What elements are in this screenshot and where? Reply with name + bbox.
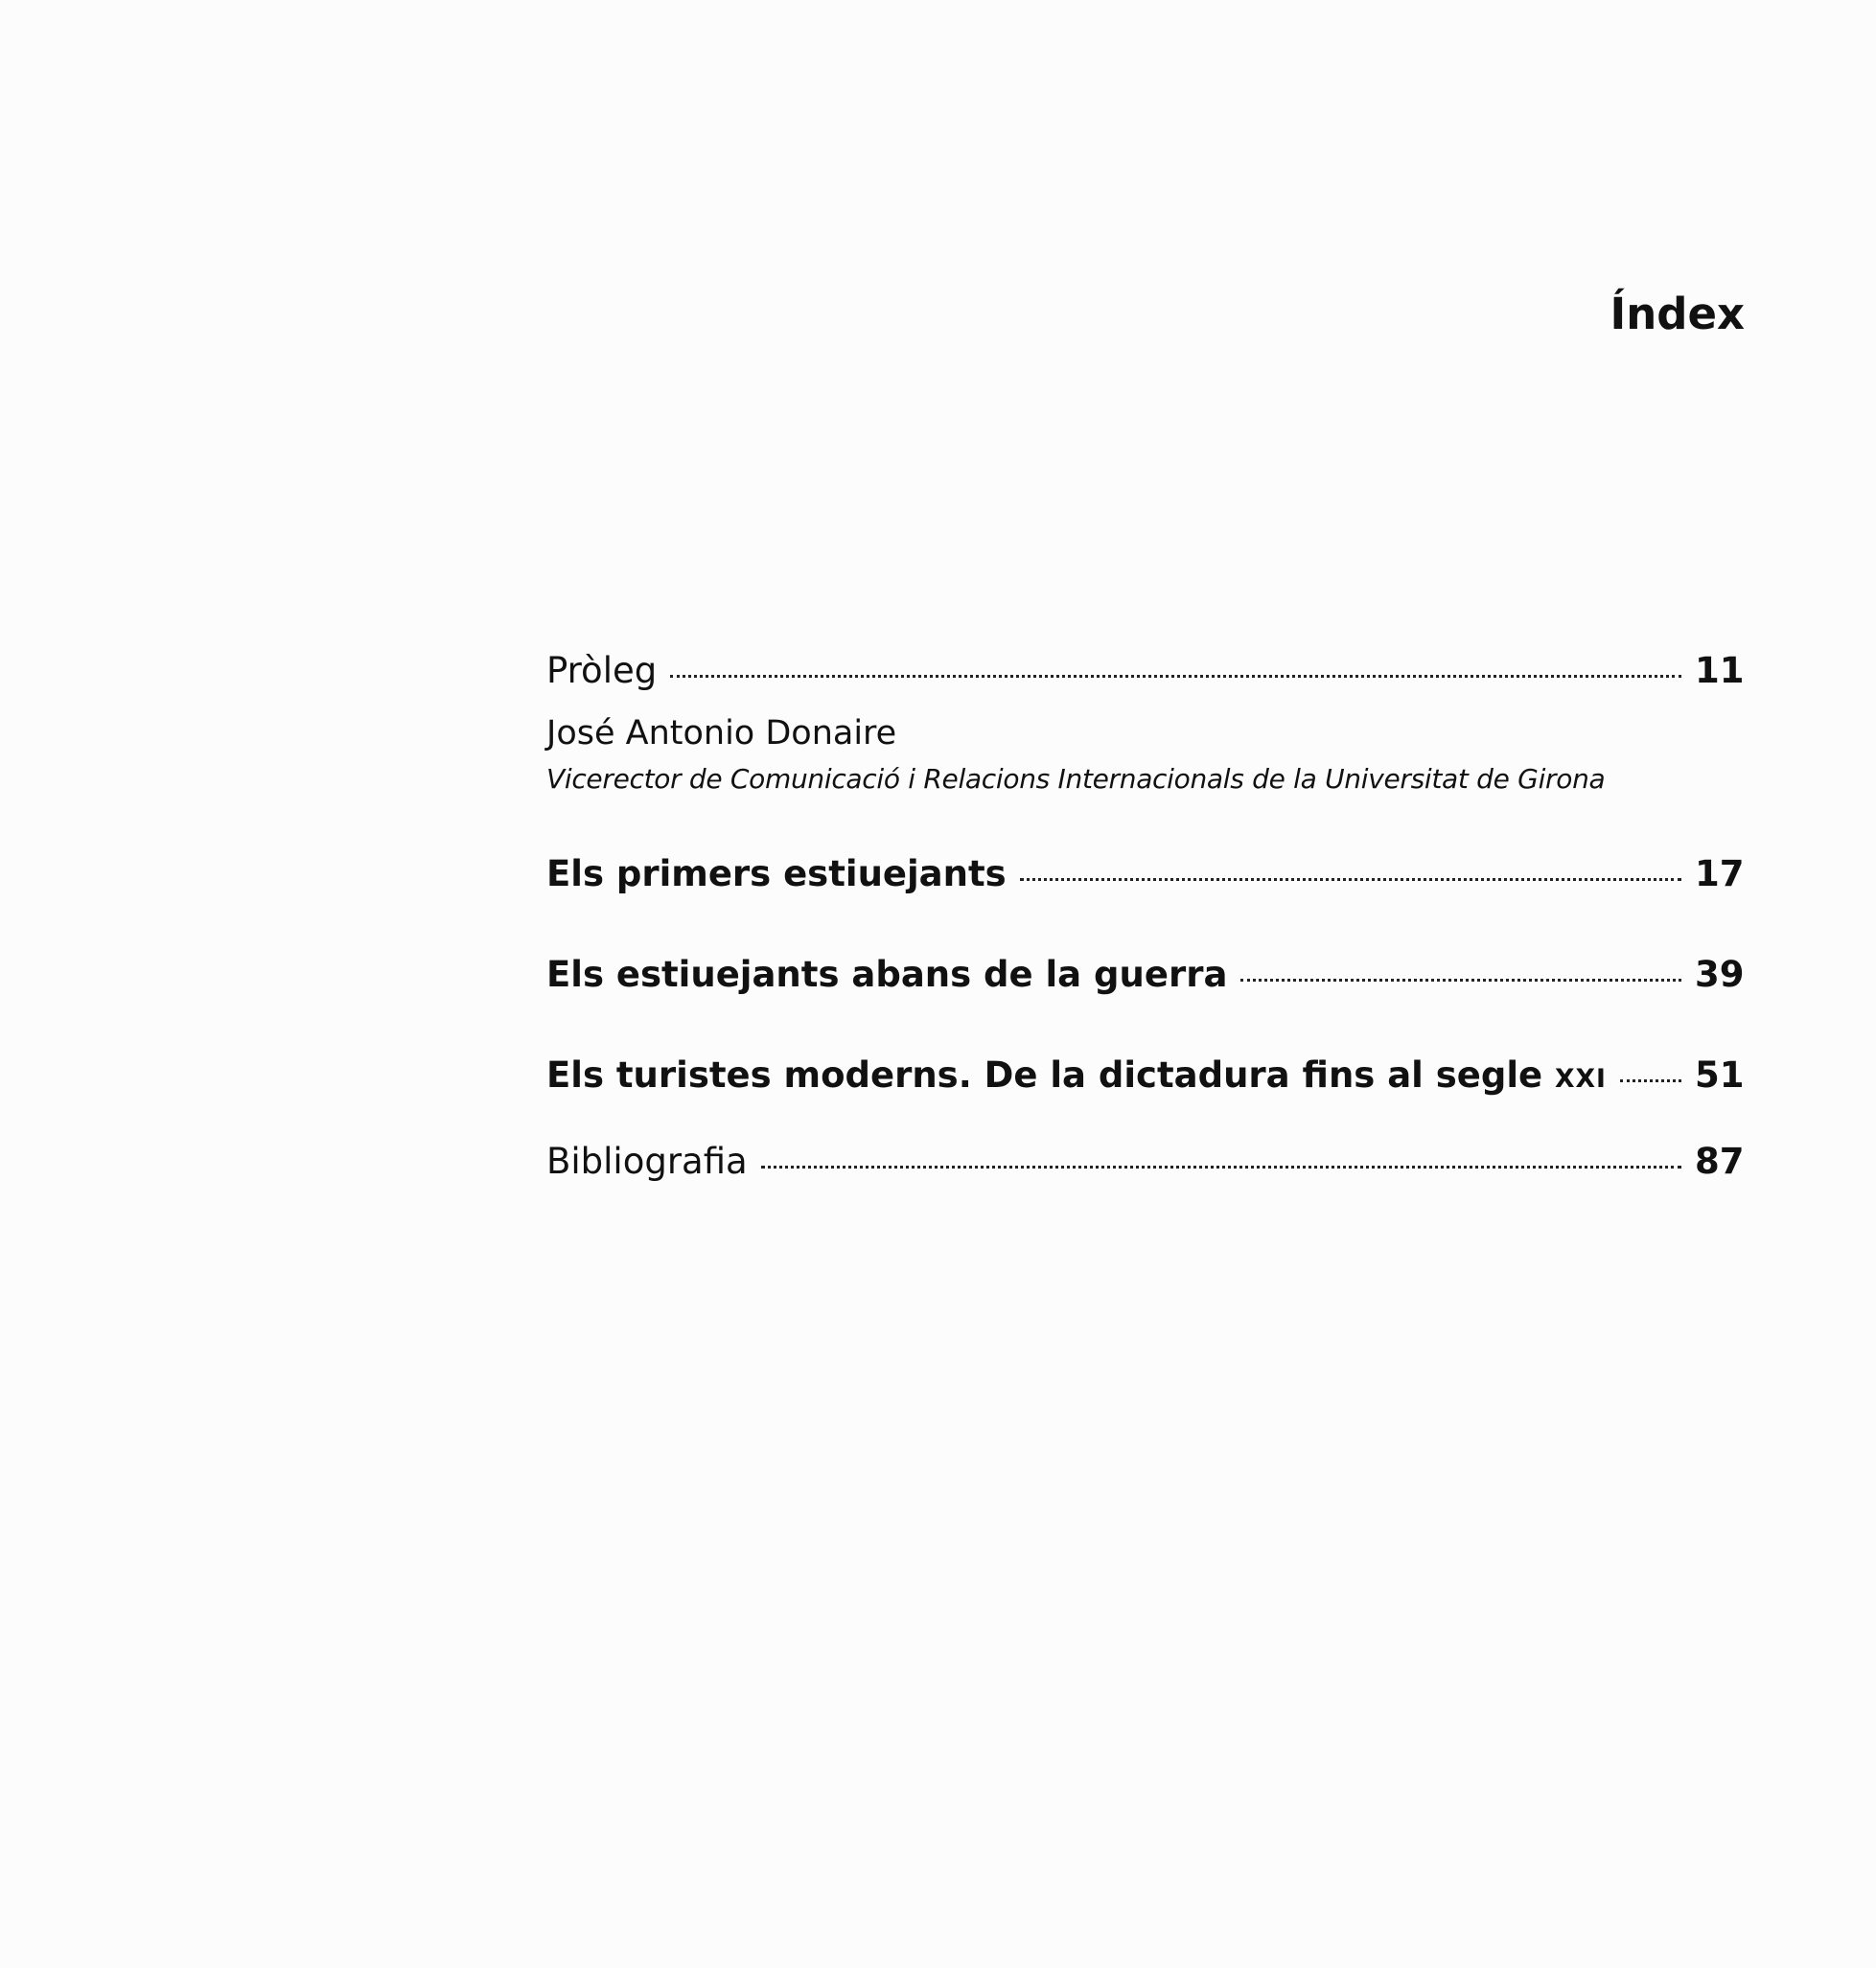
toc-entry-page: 39 [1695, 954, 1745, 995]
toc-entry-primers-estiuejants[interactable] [546, 853, 1743, 894]
toc-entry-title: Els primers estiuejants [546, 853, 1007, 894]
toc-entry-page: 17 [1695, 853, 1745, 894]
toc-entry-title: Pròleg [546, 650, 658, 691]
toc-entry-proleg[interactable] [546, 650, 1743, 691]
author-role: Vicerector de Comunicació i Relacions Internacionals de la Universitat de Girona [546, 763, 1606, 795]
dot-leader [1020, 878, 1681, 881]
dot-leader [1620, 1079, 1681, 1082]
dot-leader [1240, 979, 1681, 982]
page-title: Índex [1610, 289, 1745, 339]
toc-entry-title-text: Els turistes moderns. De la dictadura fins al segle [546, 1054, 1543, 1096]
dot-leader [761, 1166, 1681, 1169]
toc-entry-page: 87 [1695, 1141, 1745, 1182]
toc-entry-bibliografia[interactable] [546, 1141, 1743, 1182]
dot-leader [670, 675, 1681, 678]
toc-entry-page: 51 [1695, 1054, 1745, 1096]
toc-entry-title: Bibliografia [546, 1141, 748, 1182]
toc-entry-abans-guerra[interactable] [546, 954, 1743, 995]
toc-entry-title-century: XXI [1555, 1064, 1607, 1094]
toc-entry-turistes-moderns[interactable] [546, 1054, 1743, 1096]
toc-entry-page: 11 [1695, 650, 1745, 691]
toc-entry-title [546, 1054, 1607, 1096]
author-name: José Antonio Donaire [546, 714, 897, 752]
toc-entry-title: Els estiuejants abans de la guerra [546, 954, 1228, 995]
